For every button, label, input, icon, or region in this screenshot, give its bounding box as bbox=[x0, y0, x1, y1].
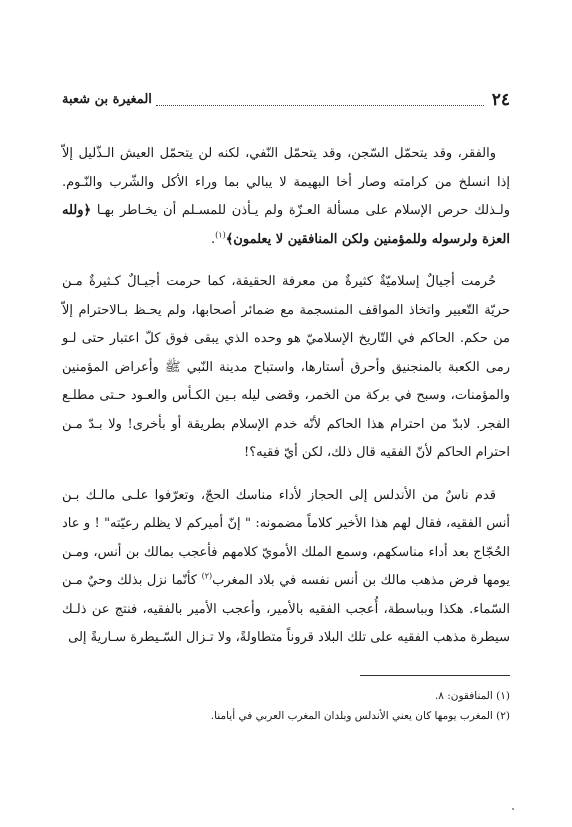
paragraph-1 bbox=[62, 140, 510, 254]
footnote-ref-2[interactable]: (٢) bbox=[201, 571, 213, 581]
paragraph-3-continued: كأنّما نزل بذلك وحيٌ مـن السّماء. هكذا وبباسطة، أُعجب الفقيه بالأمير، وأعجب الأمير بالفقيه، فنتج عن ذلـك سيطرة مذهب الفقيه على تلك البلاد قروناً متطاولةً، ولا تـزال السّـيطرة سـاريةً إلى bbox=[62, 573, 510, 645]
header-dotted-leader bbox=[156, 93, 484, 106]
paragraph-3 bbox=[62, 482, 510, 653]
scan-speck bbox=[512, 808, 514, 810]
running-header bbox=[62, 90, 510, 110]
paragraph-1-end: . bbox=[211, 231, 216, 247]
footnote-ref-1[interactable]: (١) bbox=[215, 230, 226, 240]
main-text bbox=[62, 140, 510, 653]
quran-quote: ﴿ولله العزة ولرسوله وللمؤمنين ولكن المنافقين لا يعلمون﴾ bbox=[62, 203, 510, 247]
footnote-1: (١) المنافقون: ٨. bbox=[434, 690, 510, 702]
footnote-separator bbox=[360, 675, 510, 676]
footnote-2: (٢) المغرب يومها كان يعني الأندلس وبلدان المغرب العربي في أيامنا. bbox=[210, 710, 510, 722]
chapter-title: المغيرة بن شعبة bbox=[62, 92, 152, 107]
paragraph-1-text: والفقر، وقد يتحمّل السّجن، وقد يتحمّل النّفي، لكنه لن يتحمّل العيش الـذّليل إلاّ إذا انسلخ من كرامته وصار أخا البهيمة لا يبالي بما وراء الأكل والشّرب والنّـوم. ولـذلك حرص الإسلام على مسألة العـزّة ولم يـأذن للمسـلم أن يخـاطر بهـا bbox=[62, 146, 510, 218]
page-number: ٢٤ bbox=[491, 90, 510, 110]
footnotes bbox=[62, 686, 510, 726]
paragraph-2: حُرمت أجيالٌ إسلاميّةٌ كثيرةٌ من معرفة الحقيقة، كما حرمت أجيـالٌ كـثيرةٌ مـن حريّة التّعبير واتخاذ المواقف المنسجمة مع ضمائر أصحابها، ولم يحـظ بـالاحترام إلاّ من حكم. الحاكم في التّاريخ الإسلاميّ هو وحده الذي يبقى فوق كلّ اعتبار حتى لـو رمى الكعبة بالمنجنيق وأحرق أستارها، واستباح مدينة النّبي ﷺ وأعراض المؤمنين والمؤمنات، وسبح في بركة من الخمر، وقضى ليله بـين الكـأس والعـود حـتى مطلـع الفجر. لابدّ من احترام هذا الحاكم لأنّه خدم الإسلام بطريقة أو بأخرى! ولا بـدّ مـن احترام الحاكم لأنّ الفقيه قال ذلك، لكن أيّ فقيه؟! bbox=[62, 274, 510, 460]
paragraph-3-text: قدم ناسٌ من الأندلس إلى الحجاز لأداء مناسك الحجّ، وتعرّفوا علـى مالـك بـن أنس الفقيه، فقال لهم هذا الأخير كلاماً مضمونه: " إنّ أميركم لا يظلم رعيّته" ! و عاد الحُجّاج بعد أداء مناسكهم، وسمع الملك الأمويّ كلامهم فأعجب بمالك بن أنس، ومـن يومها فرض مذهب مالك بن أنس نفسه في بلاد المغرب bbox=[62, 487, 510, 588]
